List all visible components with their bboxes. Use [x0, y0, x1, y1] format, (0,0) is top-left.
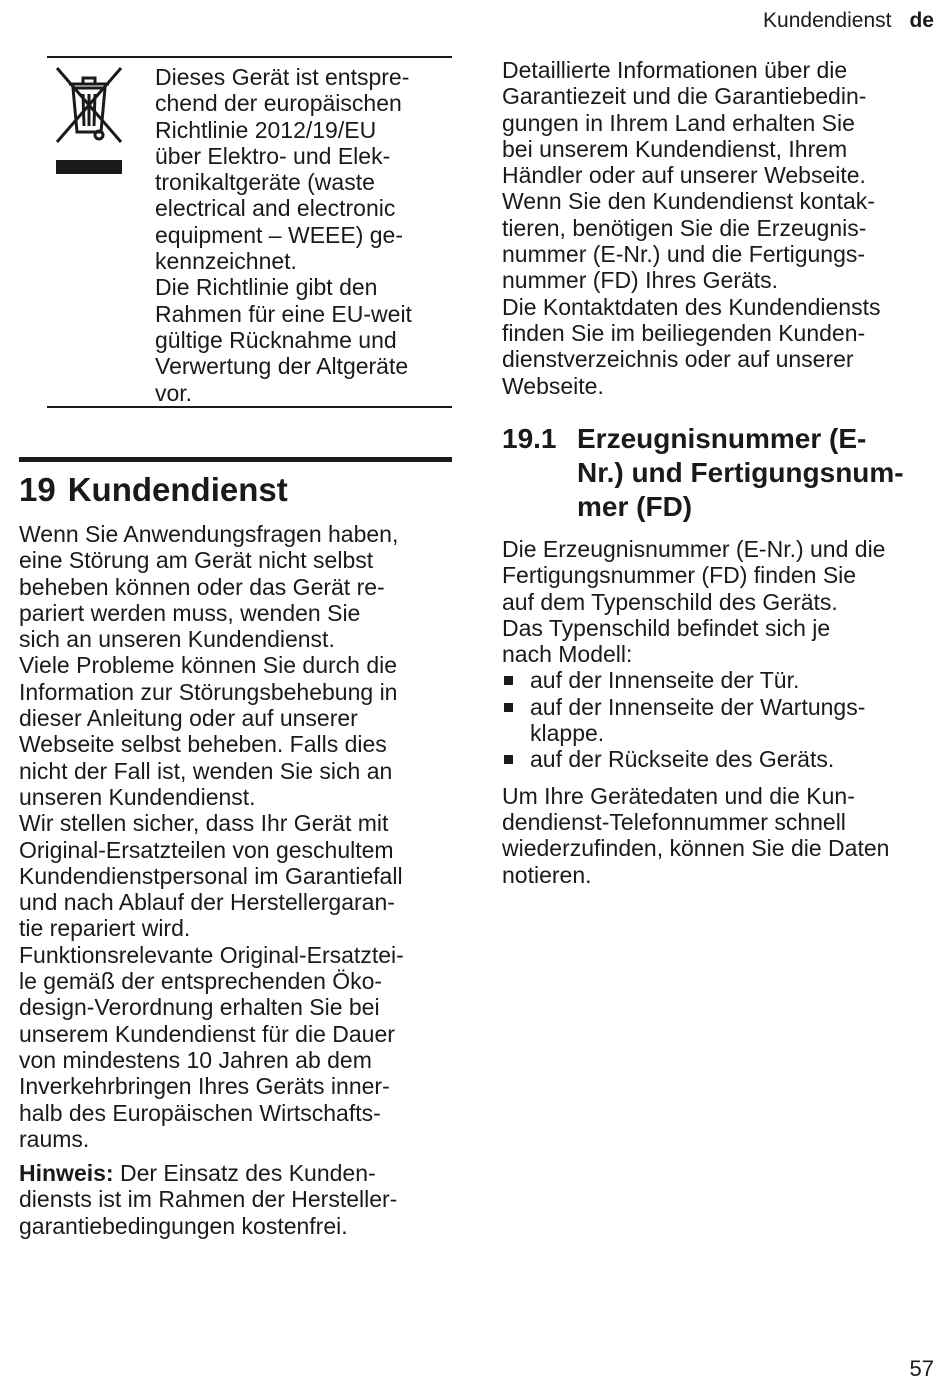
section-number: 19 [19, 471, 56, 508]
hint-text: Der Einsatz des Kunden- [113, 1160, 376, 1187]
body-line: notieren. [502, 861, 592, 888]
body-line: Die Kontaktdaten des Kundendiensts [502, 293, 881, 320]
body-line: Garantiezeit und die Garantiebedin- [502, 83, 867, 110]
body-line: Inverkehrbringen Ihres Geräts inner- [19, 1073, 390, 1100]
body-line: Das Typenschild befindet sich je [502, 614, 831, 641]
subsection-number: 19.1 [502, 423, 557, 454]
body-line: nach Modell: [502, 641, 633, 668]
crossed-out-wheelie-bin-icon [53, 64, 125, 174]
weee-line: gültige Rücknahme und [155, 326, 397, 353]
subsection-title-line: mer (FD) [577, 491, 693, 522]
body-line: und nach Ablauf der Herstellergaran- [19, 889, 395, 916]
list-item-text: auf der Rückseite des Geräts. [530, 746, 835, 773]
weee-line: Rahmen für eine EU-weit [155, 300, 412, 327]
body-line: Detaillierte Informationen über die [502, 57, 848, 83]
body-line: nicht der Fall ist, wenden Sie sich an [19, 757, 393, 784]
header-section: Kundendienst [763, 9, 892, 32]
body-line: tieren, benötigen Sie die Erzeugnis- [502, 214, 867, 241]
weee-line: kennzeichnet. [155, 248, 297, 275]
body-line: nummer (FD) Ihres Geräts. [502, 267, 779, 294]
body-line: auf dem Typenschild des Geräts. [502, 588, 838, 615]
body-line: dendienst-Telefonnummer schnell [502, 808, 846, 835]
list-item [502, 694, 942, 747]
weee-line: über Elektro- und Elek- [155, 142, 391, 169]
body-line: design-Verordnung erhalten Sie bei [19, 994, 380, 1021]
body-line: dieser Anleitung oder auf unserer [19, 705, 358, 732]
body-line: Webseite. [502, 372, 604, 399]
body-line: Viele Probleme können Sie durch die [19, 652, 398, 679]
bullet-square-icon [504, 755, 513, 764]
subsection-title-line: Nr.) und Fertigungsnum- [577, 457, 904, 488]
list-item-text: auf der Innenseite der Tür. [530, 667, 800, 694]
weee-notice [47, 56, 452, 408]
weee-line: Die Richtlinie gibt den [155, 274, 378, 301]
section-19-1-heading [502, 422, 942, 524]
hint-line: garantiebedingungen kostenfrei. [19, 1212, 348, 1239]
section-title [19, 470, 452, 510]
body-line: Webseite selbst beheben. Falls dies [19, 731, 387, 758]
hint-label: Hinweis: [19, 1160, 114, 1187]
body-line: bei unserem Kundendienst, Ihrem [502, 135, 848, 162]
weee-line: Verwertung der Altgeräte [155, 353, 409, 380]
body-line: Fertigungsnummer (FD) finden Sie [502, 562, 857, 589]
list-item [502, 746, 942, 772]
body-line: Um Ihre Gerätedaten und die Kun- [502, 782, 855, 809]
list-item-text: klappe. [530, 720, 605, 747]
section-19-heading [19, 457, 452, 510]
list-item [502, 667, 942, 693]
body-line: Funktionsrelevante Original-Ersatztei- [19, 941, 404, 968]
body-line: halb des Europäischen Wirtschafts- [19, 1099, 381, 1126]
section-title-text: Kundendienst [67, 471, 288, 508]
body-line: raums. [19, 1125, 90, 1152]
body-line: tie repariert wird. [19, 915, 191, 942]
body-line: sich an unseren Kundendienst. [19, 626, 335, 653]
weee-text [155, 64, 455, 406]
weee-line: equipment – WEEE) ge- [155, 221, 404, 248]
type-plate-locations [502, 667, 942, 772]
body-line: Wir stellen sicher, dass Ihr Gerät mit [19, 810, 389, 837]
body-line: eine Störung am Gerät nicht selbst [19, 547, 374, 574]
page-number: 57 [909, 1356, 934, 1381]
body-line: Die Erzeugnisnummer (E-Nr.) und die [502, 536, 886, 562]
body-line: wiederzufinden, können Sie die Daten [502, 835, 890, 862]
body-line: von mindestens 10 Jahren ab dem [19, 1046, 372, 1073]
body-line: Original-Ersatzteilen von geschultem [19, 836, 394, 863]
body-line: nummer (E-Nr.) und die Fertigungs- [502, 241, 866, 268]
body-line: beheben können oder das Gerät re- [19, 573, 385, 600]
hint-line [19, 1160, 452, 1186]
running-header [763, 8, 934, 34]
body-line: gungen in Ihrem Land erhalten Sie [502, 109, 855, 136]
body-line: Wenn Sie den Kundendienst kontak- [502, 188, 875, 215]
body-line: finden Sie im beiliegenden Kunden- [502, 319, 866, 346]
body-line: Händler oder auf unserer Webseite. [502, 162, 866, 189]
subsection-title-line: Erzeugnisnummer (E- [577, 423, 867, 454]
bullet-square-icon [504, 703, 513, 712]
weee-line: Dieses Gerät ist entspre- [155, 64, 410, 90]
body-line: Wenn Sie Anwendungsfragen haben, [19, 521, 399, 547]
bullet-square-icon [504, 676, 513, 685]
body-line: Information zur Störungsbehebung in [19, 678, 398, 705]
warranty-info [502, 57, 942, 399]
weee-line: Richtlinie 2012/19/EU [155, 116, 377, 143]
body-line: unserem Kundendienst für die Dauer [19, 1020, 395, 1047]
weee-line: chend der europäischen [155, 90, 402, 117]
body-line: Kundendienstpersonal im Garantiefall [19, 862, 403, 889]
weee-line: vor. [155, 379, 193, 406]
header-language: de [909, 9, 934, 32]
body-line: unseren Kundendienst. [19, 783, 256, 810]
weee-line: tronikaltgeräte (waste [155, 169, 375, 196]
hint-line: diensts ist im Rahmen der Hersteller- [19, 1186, 398, 1213]
section-19-1-body [502, 536, 942, 888]
body-line: dienstverzeichnis oder auf unserer [502, 346, 854, 373]
body-line: le gemäß der entsprechenden Öko- [19, 968, 383, 995]
section-19-body [19, 521, 452, 1239]
list-item-text: auf der Innenseite der Wartungs- [530, 693, 866, 720]
body-line: pariert werden muss, wenden Sie [19, 599, 361, 626]
weee-line: electrical and electronic [155, 195, 396, 222]
